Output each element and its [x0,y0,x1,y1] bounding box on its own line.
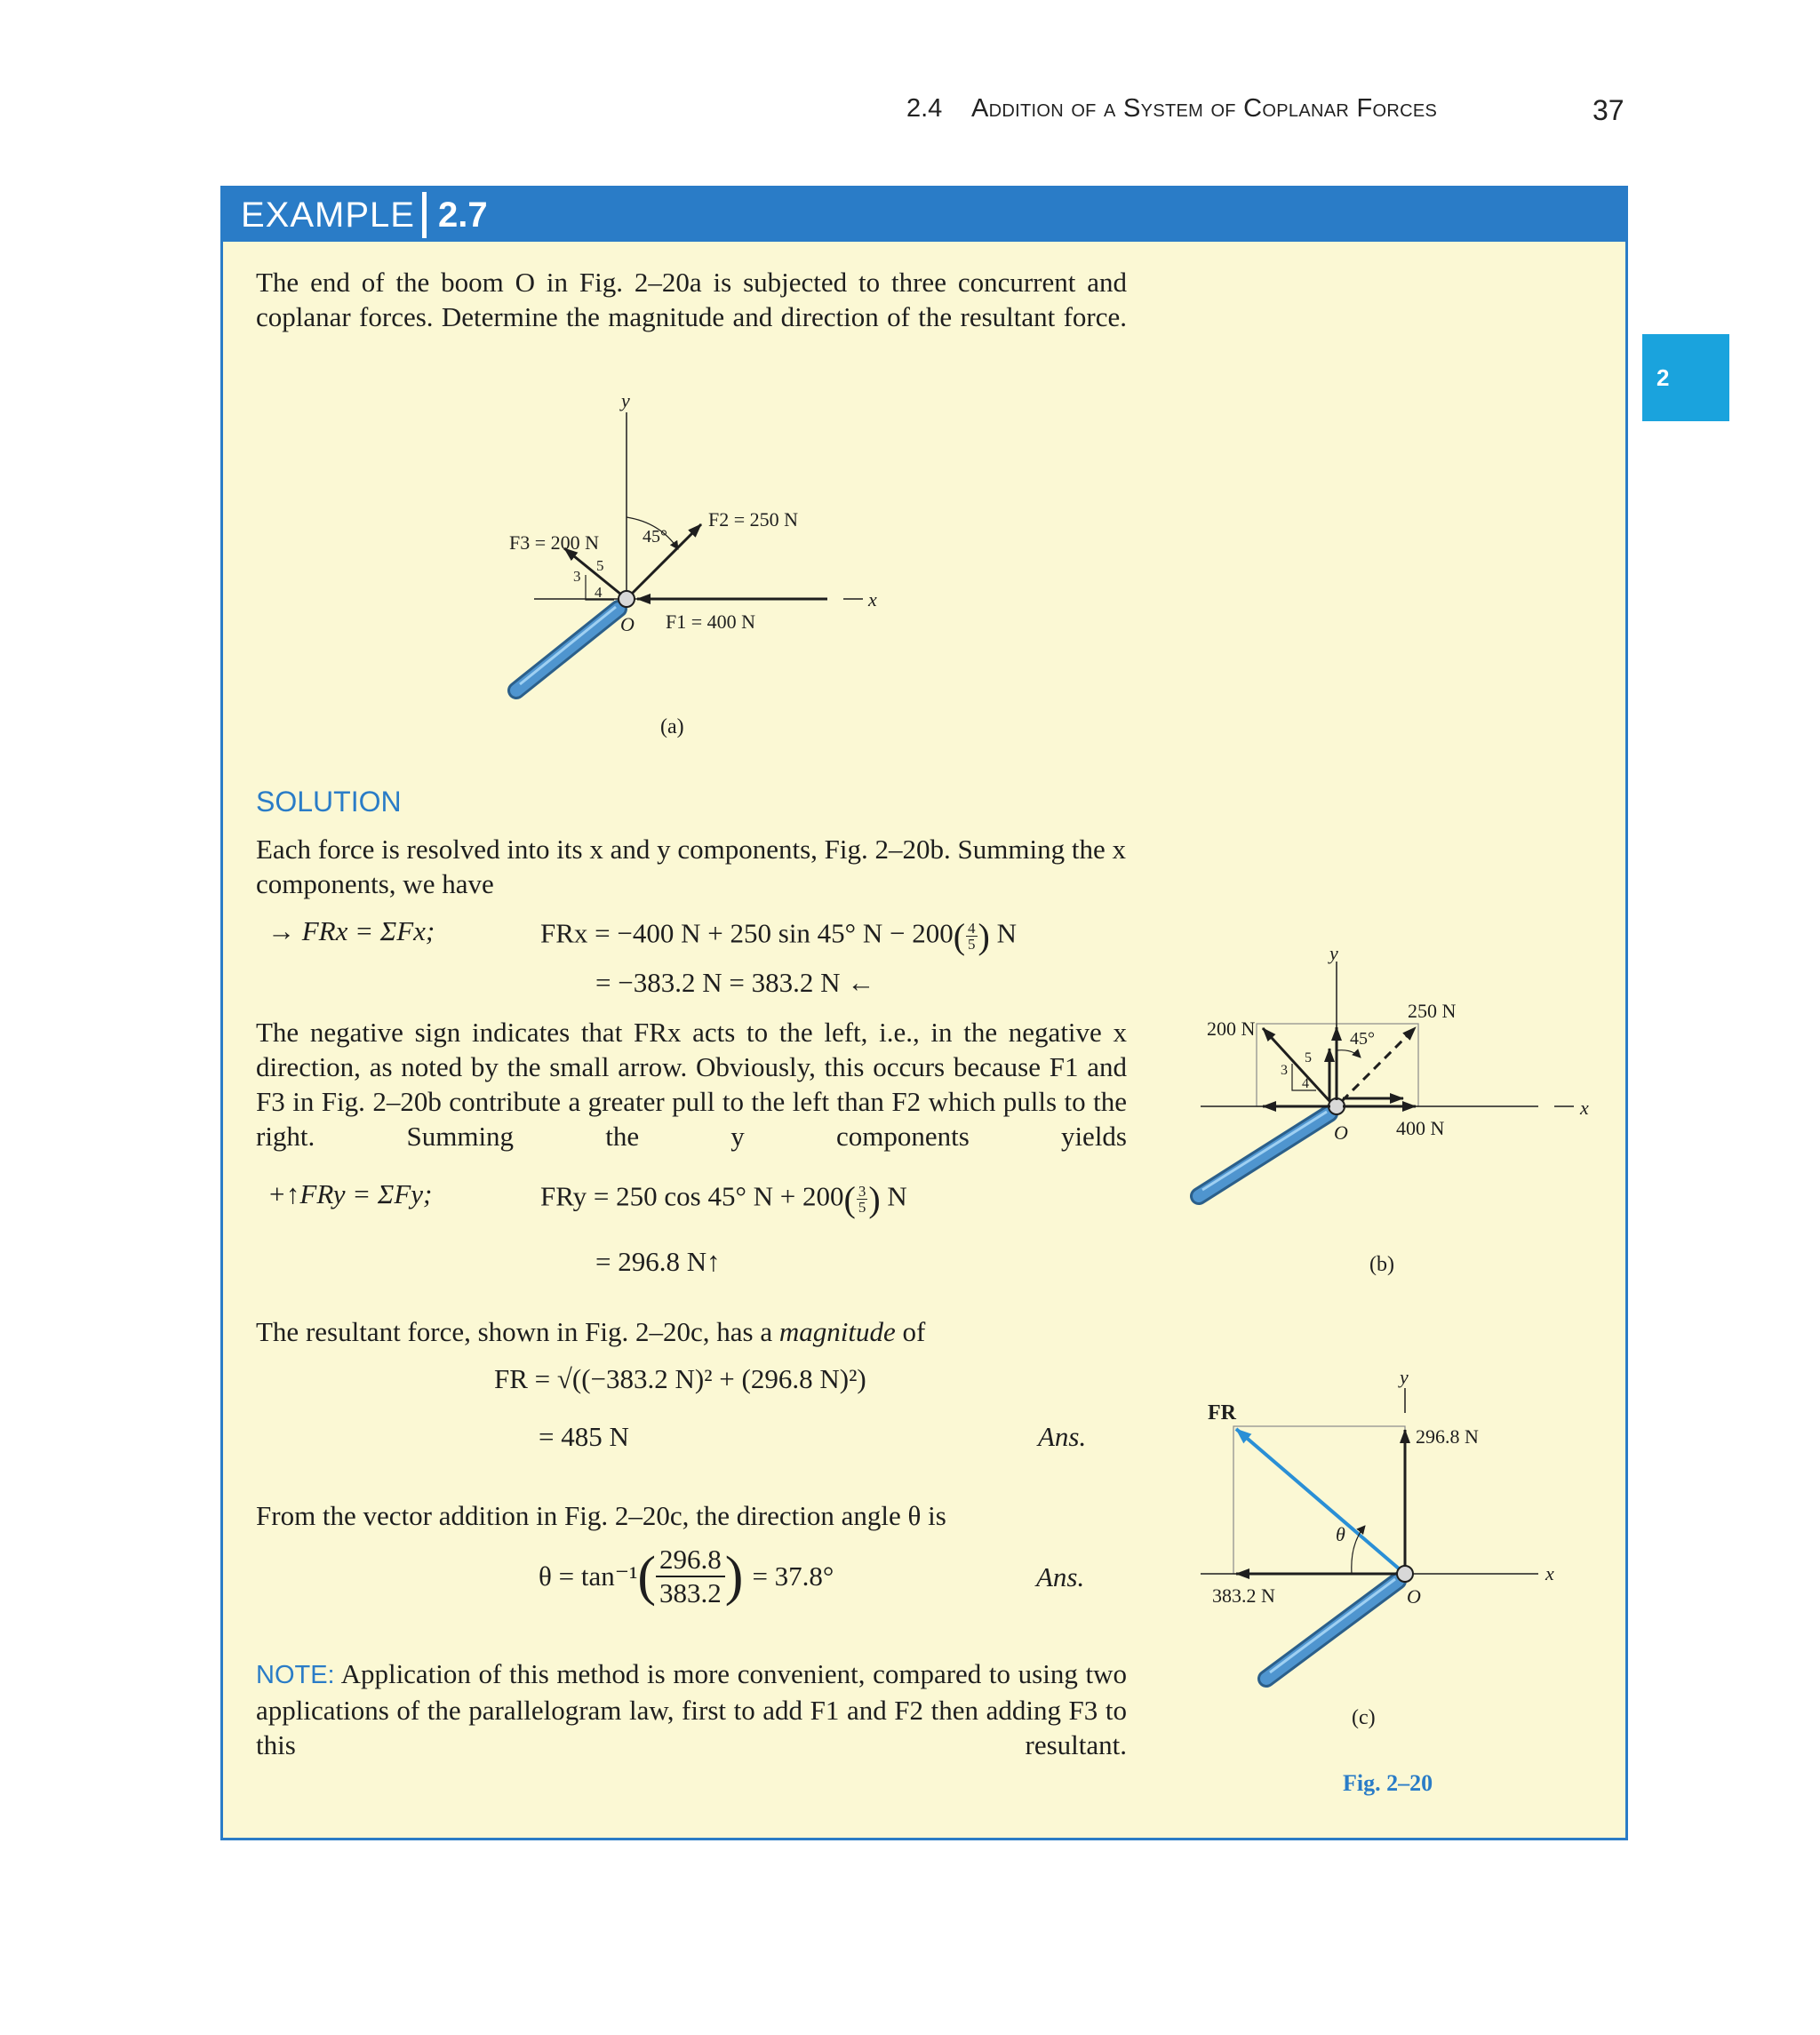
fig-a-angle-label: 45° [643,527,667,547]
fig-a-tri-3: 3 [573,568,581,585]
example-box [220,186,1628,1840]
fig-c-theta-label: θ [1336,1523,1345,1545]
fig-caption: Fig. 2–20 [1343,1770,1433,1796]
para3-suffix: of [895,1316,926,1347]
answer-2: Ans. [1036,1561,1085,1592]
fig-a-f2-label: F2 = 250 N [708,508,799,531]
fig-c-3832-label: 383.2 N [1212,1584,1275,1607]
eq-x-line2: = −383.2 N = 383.2 N ← [595,967,875,998]
section-number: 2.4 [906,94,943,123]
eq-theta-num: 296.8 [656,1544,725,1577]
solution-paragraph-3 [256,1314,1127,1349]
fig-b-caption: (b) [1369,1253,1394,1276]
para3-emphasis: magnitude [778,1316,896,1347]
eq-x-frac-den: 5 [968,936,976,953]
fig-c-2968-label: 296.8 N [1416,1425,1479,1448]
solution-heading: SOLUTION [256,786,402,818]
fig-a-tri-4: 4 [595,584,603,601]
note-block [256,1656,1127,1762]
fig-c-pin [1397,1566,1413,1582]
solution-paragraph-2: The negative sign indicates that FRx acts to the left, i.e., in the negative x direction, as noted by the small arrow. Obviously, this occurs because F1 and F3 in Fig. 2–20b contribute a greater pull to the left than F2 which pulls to the right. Summing the y components yields [256,1017,1127,1152]
page-number: 37 [1592,94,1624,126]
note-text: Application of this method is more convenient, compared to using two applications of the parallelogram law, first to add F1 and F2 then adding F3 to this resultant. [256,1658,1127,1760]
fig-a-tri-5: 5 [596,557,604,574]
fig-a-origin-label: O [620,613,635,635]
running-header [0,94,1820,137]
eq-y-fraction [857,1184,868,1215]
eq-y-line1: FRy = 250 cos 45° N + 200( $\frac{3}{5}$ ) N [540,1179,907,1219]
eq-x-lhs: FRx = −400 N + 250 sin 45° N − 200 [540,917,954,949]
eq-x-line1: FRx = −400 N + 250 sin 45° N − 200( $\frac{4}{5}$ ) N [540,916,1017,956]
eq-x-fraction [966,921,978,952]
fig-a-caption: (a) [660,715,684,738]
chapter-tab: 2 [1642,334,1729,421]
fig-b-250-label: 250 N [1408,1000,1457,1022]
fig-a-f3-label: F3 = 200 N [509,531,600,554]
section-title: Addition of a System of Coplanar Forces [971,94,1438,123]
fig-a-x-label: x [868,588,877,610]
fig-b-y-label: y [1329,942,1338,964]
fig-c-caption: (c) [1352,1706,1376,1729]
figure-a [454,393,898,748]
eq-x-frac-num: 4 [968,920,976,937]
answer-1: Ans. [1038,1421,1087,1452]
solution-paragraph-1: Each force is resolved into its x and y components, Fig. 2–20b. Summing the x components, we have [256,834,1126,899]
example-number: 2.7 [438,196,488,235]
fig-a-boom [516,607,619,690]
eq-theta-fraction [656,1544,725,1609]
solution-paragraph-4: From the vector addition in Fig. 2–20c, the direction angle θ is [256,1500,946,1531]
fig-c-resultant-arrow [1236,1429,1400,1569]
eq-theta-den: 383.2 [659,1577,722,1608]
eq-theta: θ = tan⁻¹ ( $\frac{296.8}{383.2}$ ) = 37.8° [539,1544,834,1608]
eq-y-line2: = 296.8 N↑ [595,1246,721,1277]
example-header [223,188,1625,242]
eq-x-unit: N [996,917,1017,949]
note-label: NOTE: [256,1661,335,1689]
fig-b-angle-label: 45° [1350,1029,1375,1049]
fig-b-200-label: 200 N [1207,1018,1256,1040]
fig-b-boom [1199,1112,1329,1196]
eq-y-lhs: FRy = 250 cos 45° N + 200 [540,1180,844,1212]
eq-y-frac-den: 5 [858,1199,866,1216]
fig-b-tri-5: 5 [1305,1050,1312,1065]
problem-statement: The end of the boom O in Fig. 2–20a is subjected to three concurrent and coplanar forces. Determine the magnitude and direction of the resultant force. [256,267,1127,332]
eq-y-label: +↑FRy = ΣFy; [267,1178,433,1209]
figure-c [1183,1344,1609,1815]
eq-r-line1: FR = √((−383.2 N)² + (296.8 N)²) [494,1363,866,1394]
eq-r-line2: = 485 N [539,1421,629,1452]
eq-theta-rhs: = 37.8° [752,1560,834,1592]
figure-b [1183,917,1609,1290]
fig-b-x-label: x [1580,1097,1589,1119]
para3-prefix: The resultant force, shown in Fig. 2–20c, has a [256,1316,779,1347]
fig-b-400-label: 400 N [1396,1117,1445,1139]
fig-c-origin-label: O [1407,1585,1421,1608]
fig-b-tri-3: 3 [1281,1063,1288,1078]
fig-b-tri-4: 4 [1302,1076,1309,1091]
example-label: EXAMPLE [241,196,415,235]
example-divider [422,192,427,238]
fig-c-boom [1266,1579,1398,1679]
fig-c-x-label: x [1545,1562,1554,1584]
fig-a-f1-label: F1 = 400 N [666,610,756,633]
fig-a-y-label: y [621,393,630,411]
eq-theta-lhs: θ = tan⁻¹ [539,1560,638,1592]
eq-y-unit: N [887,1180,907,1212]
eq-y-frac-num: 3 [858,1183,866,1200]
fig-c-y-label: y [1400,1366,1409,1388]
fig-b-origin-label: O [1334,1121,1348,1144]
eq-x-label: → FRx = ΣFx; [267,915,435,946]
fig-c-fr-label: FR [1208,1401,1236,1424]
